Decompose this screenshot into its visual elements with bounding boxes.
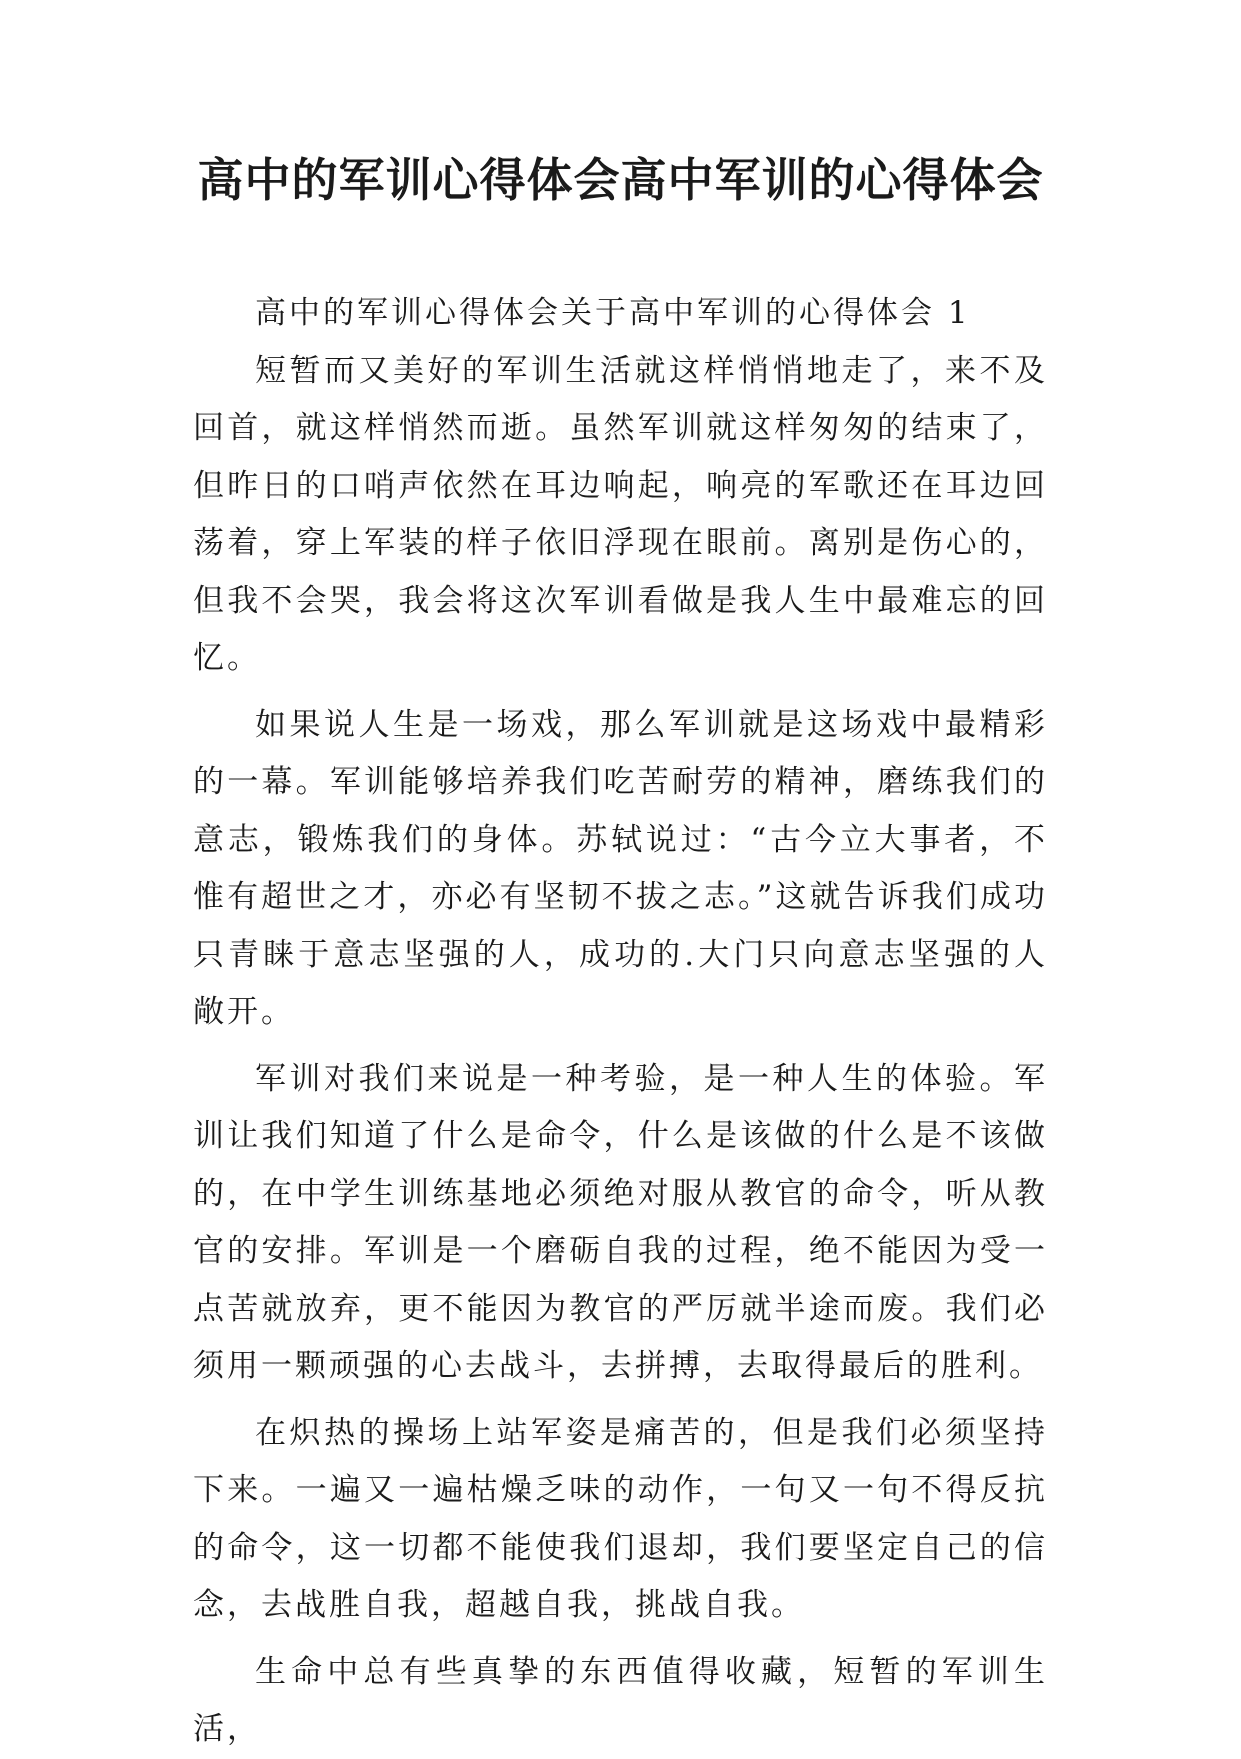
document-title: 高中的军训心得体会高中军训的心得体会 <box>197 153 1044 207</box>
paragraph-5: 生命中总有些真挚的东西值得收藏，短暂的军训生活， <box>193 1653 1048 1747</box>
paragraph-3: 军训对我们来说是一种考验，是一种人生的体验。军训让我们知道了什么是命令，什么是该做的什么是不该做的，在中学生训练基地必须绝对服从教官的命令，听从教官的安排。军训是一个磨砺自我的过程，绝不能因为受一点苦就放弃，更不能因为教官的严厉就半途而废。我们必须用一颗顽强的心去战斗，去拼搏，去取得最后的胜利。 <box>193 1060 1048 1384</box>
paragraph-4: 在炽热的操场上站军姿是痛苦的，但是我们必须坚持下来。一遍又一遍枯燥乏味的动作，一句又一句不得反抗的命令，这一切都不能使我们退却，我们要坚定自己的信念，去战胜自我，超越自我，挑战自我。 <box>193 1414 1048 1623</box>
section-heading: 高中的军训心得体会关于高中军训的心得体会 1 <box>255 295 971 331</box>
document-body <box>193 285 1048 1759</box>
paragraph-2: 如果说人生是一场戏，那么军训就是这场戏中最精彩的一幕。军训能够培养我们吃苦耐劳的精神，磨练我们的意志，锻炼我们的身体。苏轼说过：“古今立大事者，不惟有超世之才，亦必有坚韧不拔之志。”这就告诉我们成功只青睐于意志坚强的人，成功的.大门只向意志坚强的人敞开。 <box>193 706 1048 1030</box>
paragraph-1: 短暂而又美好的军训生活就这样悄悄地走了，来不及回首，就这样悄然而逝。虽然军训就这样匆匆的结束了，但昨日的口哨声依然在耳边响起，响亮的军歌还在耳边回荡着，穿上军装的样子依旧浮现在眼前。离别是伤心的，但我不会哭，我会将这次军训看做是我人生中最难忘的回忆。 <box>193 352 1048 676</box>
